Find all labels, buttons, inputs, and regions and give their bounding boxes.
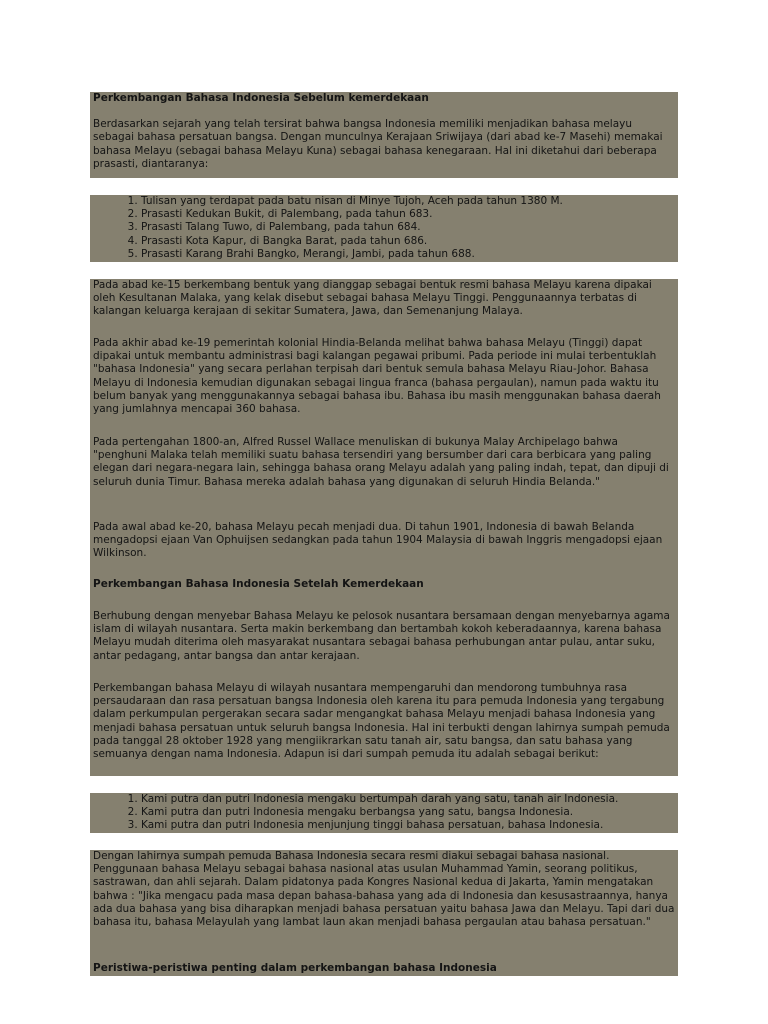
paragraph-abad-15: Pada abad ke-15 berkembang bentuk yang dianggap sebagai bentuk resmi bahasa Melayu karena dipakai oleh Kesultanan Malaka, yang kelak disebut sebagai bahasa Melayu Tinggi. Penggunaannya terbatas di kalangan keluarga kerajaan di sekitar Sumatera, Jawa, dan Semenanjung Malaya. [93,279,652,318]
paragraph-abad-19: Pada akhir abad ke-19 pemerintah kolonial Hindia-Belanda melihat bahwa bahasa Melayu (Tinggi) dapat dipakai untuk membantu administrasi bagi kalangan pegawai pribumi. Pada periode ini mulai terbentuklah "bahasa Indonesia" yang secara perlahan terpisah dari bentuk semula bahasa Melayu Riau-Johor. Bahasa Melayu di Indonesia kemudian digunakan sebagai lingua franca (bahasa pergaulan), namun pada waktu itu belum banyak yang menggunakannya sebagai bahasa ibu. Bahasa ibu masih menggunakan bahasa daerah yang jumlahnya mencapai 360 bahasa. [93,337,661,416]
prasasti-list [93,195,675,261]
intro-block [90,92,678,178]
sumpah-list-block [90,793,678,833]
list-item: 3. Prasasti Talang Tuwo, di Palembang, pada tahun 684. [141,221,675,234]
prasasti-list-block [90,195,678,262]
list-item: 2. Prasasti Kedukan Bukit, di Palembang, pada tahun 683. [141,208,675,221]
paragraph-yamin: Dengan lahirnya sumpah pemuda Bahasa Indonesia secara resmi diakui sebagai bahasa nasional. Penggunaan bahasa Melayu sebagai bahasa nasional atas usulan Muhammad Yamin, seorang politikus, sastrawan, dan ahli sejarah. Dalam pidatonya pada Kongres Nasional kedua di Jakarta, Yamin mengatakan bahwa : "Jika mengacu pada masa depan bahasa-bahasa yang ada di Indonesia dan kesusastraannya, hanya ada dua bahasa yang bisa diharapkan menjadi bahasa persatuan yaitu bahasa Jawa dan Melayu. Tapi dari dua bahasa itu, bahasa Melayulah yang lambat laun akan menjadi bahasa pergaulan atau bahasa persatuan." [93,850,675,929]
list-item: 1. Kami putra dan putri Indonesia mengaku bertumpah darah yang satu, tanah air Indonesia. [141,793,675,806]
heading-peristiwa-penting: Peristiwa-peristiwa penting dalam perkembangan bahasa Indonesia [93,962,497,974]
heading-sebelum-kemerdekaan: Perkembangan Bahasa Indonesia Sebelum kemerdekaan [93,92,429,104]
list-item: 2. Kami putra dan putri Indonesia mengaku berbangsa yang satu, bangsa Indonesia. [141,806,675,819]
body-block [90,279,678,776]
heading-setelah-kemerdekaan: Perkembangan Bahasa Indonesia Setelah Kemerdekaan [93,578,424,590]
paragraph-menyebar: Berhubung dengan menyebar Bahasa Melayu ke pelosok nusantara bersamaan dengan menyebarnya agama islam di wilayah nusantara. Serta makin berkembang dan bertambah kokoh keberadaannya, karena bahasa Melayu mudah diterima oleh masyarakat nusantara sebagai bahasa perhubungan antar pulau, antar suku, antar pedagang, antar bangsa dan antar kerajaan. [93,610,670,662]
paragraph-sumpah: Perkembangan bahasa Melayu di wilayah nusantara mempengaruhi dan mendorong tumbuhnya rasa persaudaraan dan rasa persatuan bangsa Indonesia oleh karena itu para pemuda Indonesia yang tergabung dalam perkumpulan pergerakan secara sadar mengangkat bahasa Melayu menjadi bahasa Indonesia yang menjadi bahasa persatuan untuk seluruh bangsa Indonesia. Hal ini terbukti dengan lahirnya sumpah pemuda pada tanggal 28 oktober 1928 yang mengiikrarkan satu tanah air, satu bangsa, dan satu bahasa yang semuanya dengan nama Indonesia. Adapun isi dari sumpah pemuda itu adalah sebagai berikut: [93,682,670,761]
intro-paragraph: Berdasarkan sejarah yang telah tersirat bahwa bangsa Indonesia memiliki menjadikan bahasa melayu sebagai bahasa persatuan bangsa. Dengan munculnya Kerajaan Sriwijaya (dari abad ke-7 Masehi) memakai bahasa Melayu (sebagai bahasa Melayu Kuna) sebagai bahasa kenegaraan. Hal ini diketahui dari beberapa prasasti, diantaranya: [93,118,663,170]
paragraph-wallace: Pada pertengahan 1800-an, Alfred Russel Wallace menuliskan di bukunya Malay Archipelago bahwa "penghuni Malaka telah memiliki suatu bahasa tersendiri yang bersumber dari cara berbicara yang paling elegan dari negara-negara lain, sehingga bahasa orang Melayu adalah yang paling indah, tepat, dan dipuji di seluruh dunia Timur. Bahasa mereka adalah bahasa yang digunakan di seluruh Hindia Belanda." [93,436,669,488]
list-item: 1. Tulisan yang terdapat pada batu nisan di Minye Tujoh, Aceh pada tahun 1380 M. [141,195,675,208]
sumpah-pemuda-list [93,793,675,833]
closing-block [90,850,678,976]
list-item: 3. Kami putra dan putri Indonesia menjunjung tinggi bahasa persatuan, bahasa Indonesia. [141,819,675,832]
paragraph-abad-20: Pada awal abad ke-20, bahasa Melayu pecah menjadi dua. Di tahun 1901, Indonesia di bawah Belanda mengadopsi ejaan Van Ophuijsen sedangkan pada tahun 1904 Malaysia di bawah Inggris mengadopsi ejaan Wilkinson. [93,521,663,560]
list-item: 4. Prasasti Kota Kapur, di Bangka Barat, pada tahun 686. [141,235,675,248]
list-item: 5. Prasasti Karang Brahi Bangko, Merangi, Jambi, pada tahun 688. [141,248,675,261]
